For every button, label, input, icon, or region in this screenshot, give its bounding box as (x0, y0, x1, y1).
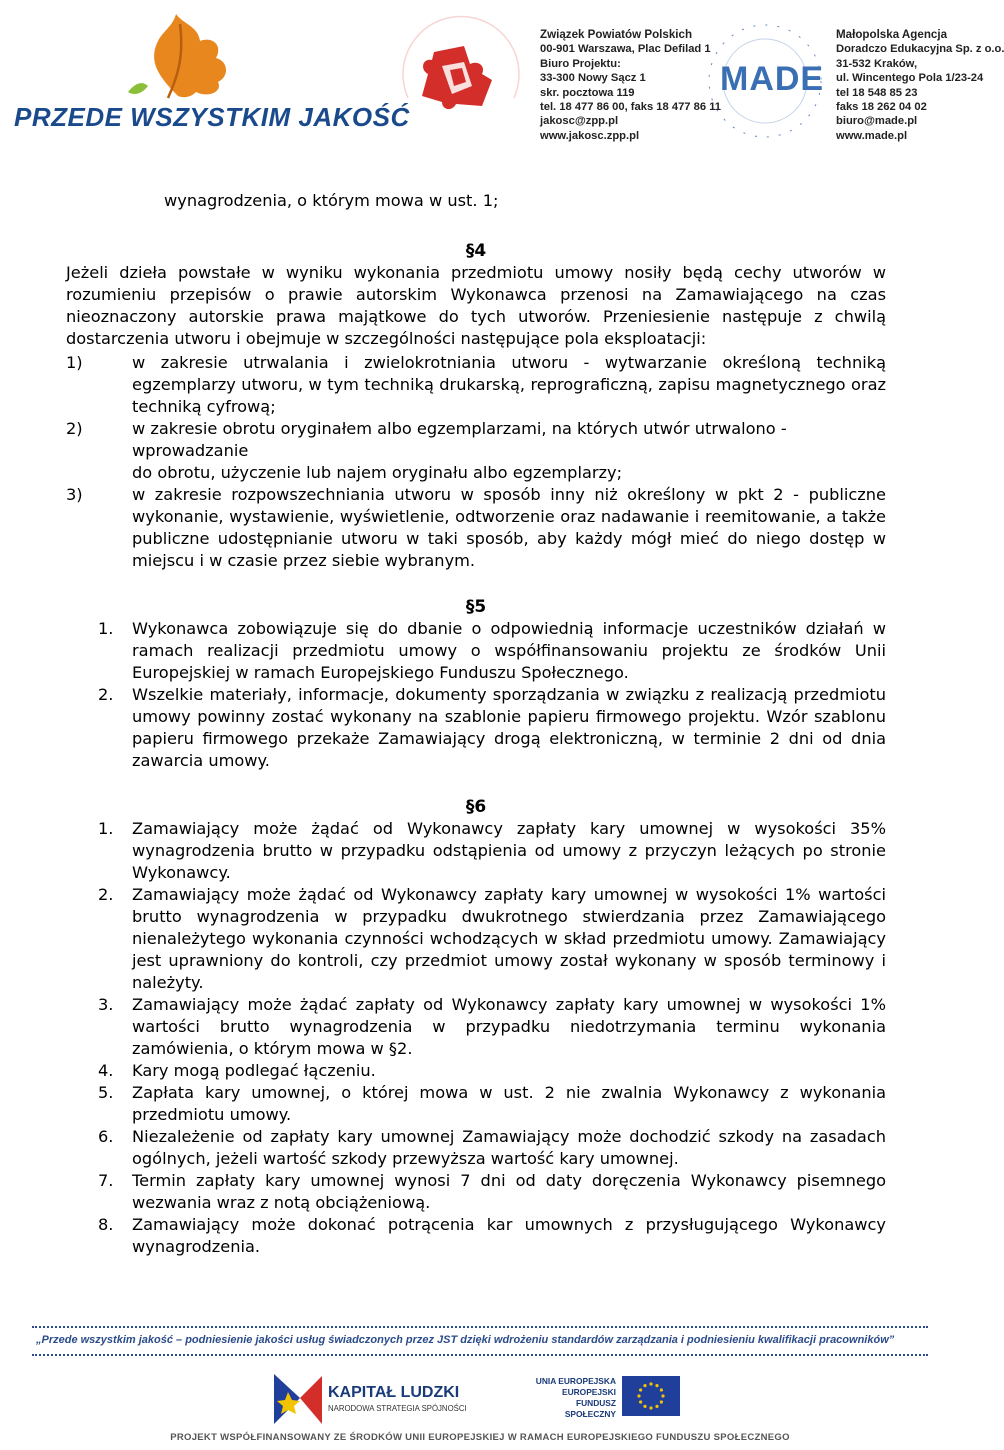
section-5-heading: §5 (465, 597, 487, 617)
list-item (66, 1082, 886, 1126)
section-4-paragraph: Jeżeli dzieła powstałe w wyniku wykonania przedmiotu umowy nosiły będą cechy utworów w rozumieniu przepisów o prawie autorskim Wykonawca przenosi na Zamawiającego na czas nieoznaczony autorskie prawa majątkowe do tych utworów. Przeniesienie następuje z chwilą dostarczenia utworu i obejmuje w szczególności następujące pola eksploatacji: (66, 263, 886, 348)
list-item (66, 418, 886, 484)
list-item-number: 1) (66, 353, 83, 372)
list-item-text: w zakresie utrwalania i zwielokrotniania utworu - wytwarzanie określoną techniką egzemplarzy utworu, w tym techniką drukarską, reprograficzną, zapisu magnetycznego oraz techniką cyfrową; (132, 353, 886, 416)
list-item (66, 1126, 886, 1170)
zpp-contact-line: Związek Powiatów Polskich (540, 28, 693, 41)
zpp-contact-line: Biuro Projektu: (540, 57, 621, 70)
list-item-text: Zamawiający może dokonać potrącenia kar umownych z przysługującego Wykonawcy wynagrodzenia. (132, 1215, 886, 1256)
list-item-text: Wykonawca zobowiązuje się do dbanie o odpowiednią informacje uczestników działań w ramach realizacji przedmiotu umowy o współfinansowaniu projektu ze środków Unii Europejskiej w ramach Europejskiego Funduszu Społecznego. (132, 619, 886, 682)
eu-efs-logo (528, 1376, 680, 1420)
list-item-text: Zamawiający może żądać zapłaty od Wykonawcy zapłaty kary umownej w wysokości 1% wartości brutto wynagrodzenia w przypadku niedotrzymania terminu wykonania zamówienia, o którym mowa w §2. (132, 995, 886, 1058)
list-item (66, 352, 886, 418)
list-item-continuation: do obrotu, użyczenie lub najem oryginału albo egzemplarzy; (132, 463, 623, 482)
list-item-number: 3. (98, 995, 114, 1014)
letterhead (0, 0, 1004, 160)
letterhead-footer (0, 1320, 960, 1450)
made-contact-line: Małopolska Agencja (836, 28, 948, 41)
intro-line: wynagrodzenia, o którym mowa w ust. 1; (164, 191, 499, 210)
zpp-contact-block (540, 28, 721, 143)
eu-efs-text: UNIA EUROPEJSKA EUROPEJSKI FUNDUSZ SPOŁECZNY (535, 1376, 616, 1419)
footer-tagline: „Przede wszystkim jakość – podniesienie jakości usług świadczonych przez JST dzięki wdrożeniu standardów zarządzania i podniesieniu kwalifikacji pracowników” (36, 1334, 895, 1346)
oak-leaf-icon (8, 6, 338, 106)
list-item-number: 4. (98, 1061, 114, 1080)
list-item (66, 1170, 886, 1214)
kapital-ludzki-title: KAPITAŁ LUDZKI (328, 1384, 460, 1401)
logo-main-text: PRZEDE WSZYSTKIM JAKOŚĆ (14, 102, 410, 132)
list-item-number: 2. (98, 885, 114, 904)
made-logo-text: MADE (720, 60, 825, 98)
puzzle-icon (386, 6, 536, 146)
eu-flag-icon (622, 1376, 680, 1416)
section-6-list (66, 818, 886, 1258)
list-item-text: Zamawiający może żądać od Wykonawcy zapłaty kary umownej w wysokości 35% wynagrodzenia brutto w przypadku odstąpienia od umowy z przyczyn leżących po stronie Wykonawcy. (132, 819, 886, 882)
list-item-number: 2. (98, 685, 114, 704)
footer-divider (32, 1326, 928, 1328)
footer-divider (32, 1354, 928, 1356)
list-item-text: w zakresie rozpowszechniania utworu w sposób inny niż określony w pkt 2 - publiczne wykonanie, wystawienie, wyświetlenie, odtworzenie oraz nadawanie i reemitowanie, a także publiczne udostępnianie utworu w taki sposób, aby każdy mógł mieć do niego dostęp w miejscu i w czasie przez siebie wybranym. (132, 485, 886, 570)
list-item-number: 8. (98, 1215, 114, 1234)
made-contact-line: faks 18 262 04 02 (836, 101, 927, 114)
list-item-number: 7. (98, 1171, 114, 1190)
made-contact-line: tel 18 548 85 23 (836, 86, 918, 99)
made-contact-block (836, 28, 1004, 143)
kapital-ludzki-logo (270, 1368, 480, 1428)
list-item (66, 994, 886, 1060)
contract-body (66, 190, 886, 1258)
list-item (66, 618, 886, 684)
list-item (66, 484, 886, 572)
section-4-heading: §4 (465, 241, 487, 261)
list-item-text: Zapłata kary umownej, o której mowa w ust. 2 nie zwalnia Wykonawcy z wykonania przedmiotu umowy. (132, 1083, 886, 1124)
list-item-number: 2) (66, 419, 83, 438)
eu-stars-icon (622, 1376, 680, 1416)
list-item-number: 5. (98, 1083, 114, 1102)
list-item (66, 884, 886, 994)
list-item-text: Wszelkie materiały, informacje, dokumenty sporządzania w związku z realizacją przedmiotu umowy powinny zostać wykonany na szablonie papieru firmowego projektu. Wzór szablonu papieru firmowego przekaże Zamawiający drogą elektroniczną, w terminie 2 dni od dnia zawarcia umowy. (132, 685, 886, 770)
list-item-text: Niezależenie od zapłaty kary umownej Zamawiający może dochodzić szkody na zasadach ogólnych, jeżeli wartość szkody przewyższa wartość kary umownej. (132, 1127, 886, 1168)
section-4-list (66, 352, 886, 572)
list-item-number: 1. (98, 819, 114, 838)
przede-wszystkim-jakosc-logo (8, 6, 410, 146)
zpp-contact-line: 00-901 Warszawa, Plac Defilad 1 (540, 43, 711, 56)
zpp-contact-website: www.jakosc.zpp.pl (540, 129, 640, 142)
list-item-number: 1. (98, 619, 114, 638)
made-contact-website: www.made.pl (836, 129, 908, 142)
list-item (66, 818, 886, 884)
zpp-contact-line: 33-300 Nowy Sącz 1 (540, 72, 646, 85)
section-5-list (66, 618, 886, 772)
kapital-ludzki-star-icon (270, 1368, 324, 1428)
list-item (66, 684, 886, 772)
zpp-contact-line: skr. pocztowa 119 (540, 86, 635, 99)
list-item (66, 1214, 886, 1258)
list-item-text: w zakresie obrotu oryginałem albo egzemplarzami, na których utwór utrwalono - wprowadzanie (132, 419, 787, 460)
made-contact-email: biuro@made.pl (836, 115, 918, 128)
kapital-ludzki-subtitle: NARODOWA STRATEGIA SPÓJNOŚCI (328, 1404, 467, 1413)
zpp-contact-line: tel. 18 477 86 00, faks 18 477 86 11 (540, 101, 722, 114)
list-item-text: Termin zapłaty kary umownej wynosi 7 dni od daty doręczenia Wykonawcy pisemnego wezwania wraz z notą obciążeniową. (132, 1171, 886, 1212)
zpp-logo (386, 6, 536, 146)
list-item-number: 6. (98, 1127, 114, 1146)
list-item-text: Zamawiający może żądać od Wykonawcy zapłaty kary umownej w wysokości 1% wartości brutto wynagrodzenia w przypadku dwukrotnego stwierdzania przez Zamawiającego nienależytego wykonania czynności wchodzących w skład przedmiotu umowy. Zamawiający jest uprawniony do kontroli, czy przedmiot umowy został wykonany w sposób terminowy i należyty. (132, 885, 886, 992)
zpp-contact-email: jakosc@zpp.pl (540, 115, 619, 128)
list-item-number: 3) (66, 485, 83, 504)
list-item-text: Kary mogą podlegać łączeniu. (132, 1061, 376, 1080)
made-contact-line: Doradczo Edukacyjna Sp. z o.o. (836, 43, 1004, 56)
footer-cofinancing-text: PROJEKT WSPÓŁFINANSOWANY ZE ŚRODKÓW UNII EUROPEJSKIEJ W RAMACH EUROPEJSKIEGO FUNDUSZU SPOŁECZNEGO (170, 1432, 790, 1443)
section-6-heading: §6 (465, 797, 487, 817)
made-contact-line: 31-532 Kraków, (836, 57, 918, 70)
made-contact-line: ul. Wincentego Pola 1/23-24 (836, 72, 984, 85)
list-item (66, 1060, 886, 1082)
